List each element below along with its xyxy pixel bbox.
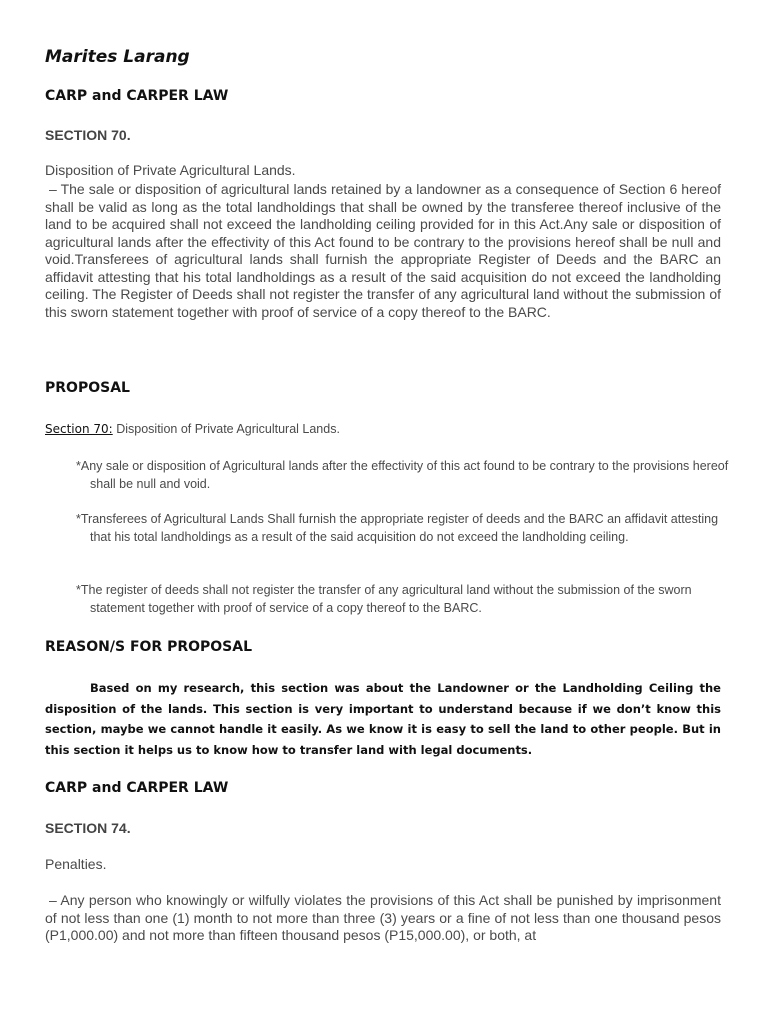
author-name: Marites Larang (45, 47, 190, 67)
section-number: SECTION 74. (45, 820, 131, 836)
section-body: – Any person who knowingly or wilfully violates the provisions of this Act shall be punished by imprisonment of not less than one (1) month to not more than three (3) years or a fine of not less than one thousand pesos (P1,000.00) and not more than fifteen thousand pesos (P15,000.00), or both, at (45, 892, 721, 943)
reason-heading: REASON/S FOR PROPOSAL (45, 639, 253, 655)
reason-text: Based on my research, this section was about the Landowner or the Landholding Ceiling the disposition of the lands. This section is very important to understand because if we don’t know this section, maybe we cannot handle it easily. As we know it is easy to sell the land to other people. But in this section it helps us to know how to transfer land with legal documents. (45, 681, 721, 757)
proposal-bullet: *Transferees of Agricultural Lands Shall furnish the appropriate register of deeds and the BARC an affidavit attesting that his total landholdings as a result of the said acquisition do not exceed the landholding ceiling. (76, 512, 719, 544)
proposal-bullet: *The register of deeds shall not register the transfer of any agricultural land without the submission of the sworn statement together with proof of service of a copy thereof to the BARC. (76, 583, 692, 615)
law-title: CARP and CARPER LAW (45, 88, 229, 104)
proposal-section-name: Disposition of Private Agricultural Lands. (116, 422, 340, 436)
section-body: – The sale or disposition of agricultural lands retained by a landowner as a consequence of Section 6 hereof shall be valid as long as the total landholdings that shall be owned by the transferee thereof inclusive of the land to be acquired shall not exceed the landholding ceiling provided for in this Act.Any sale or disposition of agricultural lands after the effectivity of this Act found to be contrary to the provisions hereof shall be null and void.Transferees of agricultural lands shall furnish the appropriate Register of Deeds and the BARC an affidavit attesting that his total landholdings as a result of the said acquisition do not exceed the landholding ceiling. The Register of Deeds shall not register the transfer of any agricultural land without the submission of this sworn statement together with proof of service of a copy thereof to the BARC. (45, 181, 721, 320)
section-name: Disposition of Private Agricultural Lands. (45, 162, 296, 178)
proposal-section-label (45, 422, 340, 436)
law-title: CARP and CARPER LAW (45, 780, 229, 796)
proposal-section-ref: Section 70: (45, 422, 113, 436)
section-name: Penalties. (45, 856, 107, 872)
proposal-bullet: *Any sale or disposition of Agricultural lands after the effectivity of this act found to be contrary to the provisions hereof shall be null and void. (76, 459, 729, 491)
section-number: SECTION 70. (45, 127, 131, 143)
proposal-heading: PROPOSAL (45, 380, 130, 396)
